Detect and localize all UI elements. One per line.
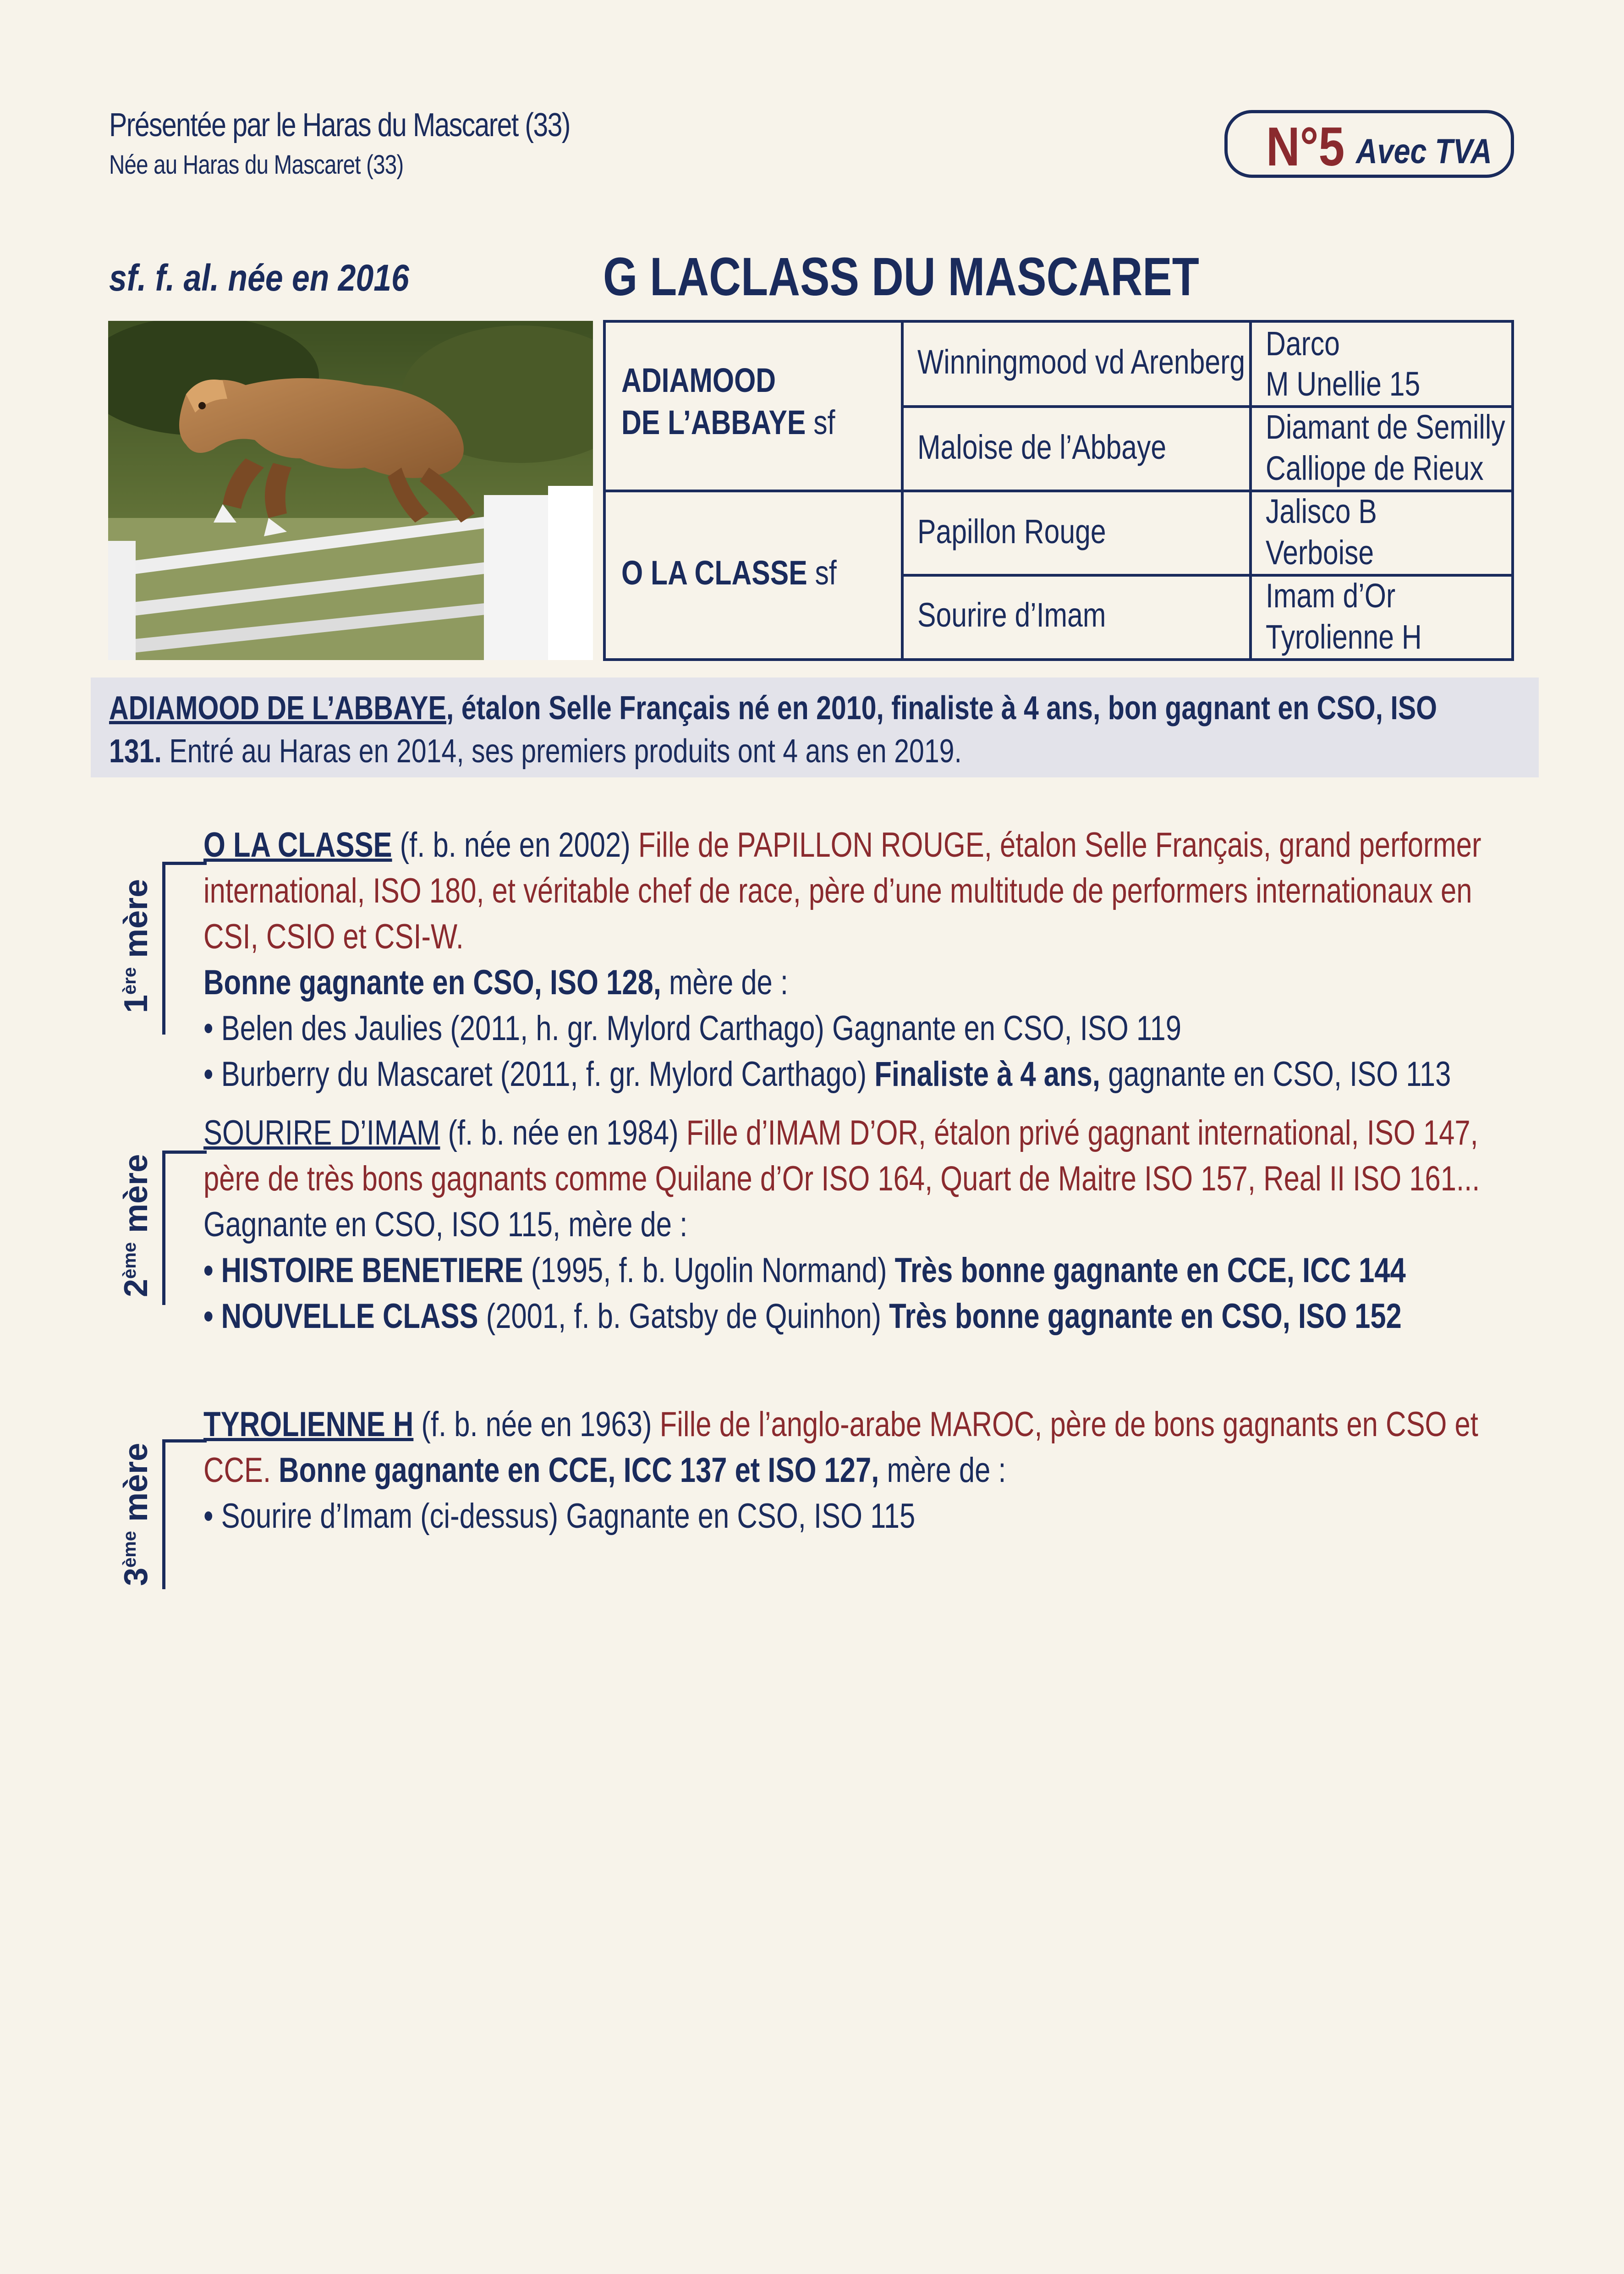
dam-label-3: 3ème mère [118,1443,154,1586]
lot-badge [1224,110,1514,178]
sd-dam: Calliope de Rieux [1266,449,1484,487]
stallion-name: ADIAMOOD DE L’ABBAYE [109,690,446,727]
produce-item: • Belen des Jaulies (2011, h. gr. Mylord Carthago) Gagnante en CSO, ISO 119 [203,1009,1182,1048]
produce-item: • Sourire d’Imam (ci-dessus) Gagnante en CSO, ISO 115 [203,1497,916,1536]
dam-section-1: O LA CLASSE (f. b. née en 2002) Fille de PAPILLON ROUGE, étalon Selle Français, grand performer international, ISO 180, et véritable chef de race, père d’une multitude de performers internationaux en CSI, CSIO et CSI-W. Bonne gagnante en CSO, ISO 128, mère de : • Belen des Jaulies (2011, h. gr. Mylord Carthago) Gagnante en CSO, ISO 119 • Burberry du Mascaret (2011, f. gr. Mylord Carthago) Finaliste à 4 ans, gagnante en CSO, ISO 113 [203,822,1525,1097]
dam-3-name: TYROLIENNE H [203,1405,414,1444]
dam-section-2: SOURIRE D’IMAM (f. b. née en 1984) Fille d’IMAM D’OR, étalon privé gagnant international, ISO 147, père de très bons gagnants comme Quilane d’Or ISO 164, Quart de Maitre ISO 157, Real II ISO 161... Gagnante en CSO, ISO 115, mère de : • HISTOIRE BENETIERE (1995, f. b. Ugolin Normand) Très bonne gagnante en CCE, ICC 144 • NOUVELLE CLASS (2001, f. b. Gatsby de Quinhon) Très bonne gagnante en CSO, ISO 152 [203,1110,1525,1339]
horse-description: sf. f. al. née en 2016 [109,257,409,299]
sire-dam: Maloise de l’Abbaye [917,428,1167,466]
dam-section-3: TYROLIENNE H (f. b. née en 1963) Fille de l’anglo-arabe MAROC, père de bons gagnants en CSO et CCE. Bonne gagnante en CCE, ICC 137 et ISO 127, mère de : • Sourire d’Imam (ci-dessus) Gagnante en CSO, ISO 115 [203,1402,1525,1539]
birthplace-line: Née au Haras du Mascaret (33) [109,150,404,180]
stallion-highlights: , étalon Selle Français né en 2010, finaliste à 4 ans, bon gagnant en CSO, ISO 131. [109,690,1437,770]
ss-dam: M Unellie 15 [1266,365,1421,403]
dd-sire: Imam d’Or [1266,577,1396,615]
sd-sire: Diamant de Semilly [1266,408,1505,446]
produce-item: • Burberry du Mascaret (2011, f. gr. Mylord Carthago) Finaliste à 4 ans, gagnante en CSO, ISO 113 [203,1055,1451,1094]
horse-jumping-photo [108,321,593,660]
dam-dam: Sourire d’Imam [917,596,1106,634]
dam-2-sire-info: Fille d’IMAM D’OR, étalon privé gagnant international, ISO 147, père de très bons gagnants comme Quilane d’Or ISO 164, Quart de Maitre ISO 157, Real II ISO 161... [203,1113,1480,1198]
dam-label-2: 2ème mère [118,1154,154,1297]
dam-label-1: 1ère mère [118,879,154,1013]
ds-sire: Jalisco B [1266,492,1377,530]
dam-1-name: O LA CLASSE [203,826,392,864]
vat-label: Avec TVA [1356,132,1492,171]
stallion-detail: Entré au Haras en 2014, ses premiers produits ont 4 ans en 2019. [161,733,962,770]
sire-sire: Winningmood vd Arenberg [917,343,1245,381]
horse-name: G LACLASS DU MASCARET [603,247,1199,307]
ss-sire: Darco [1266,325,1340,363]
lot-number: N°5 [1266,116,1345,177]
produce-item: • NOUVELLE CLASS (2001, f. b. Gatsby de Quinhon) Très bonne gagnante en CSO, ISO 152 [203,1297,1402,1336]
dam-1-sire-info: Fille de PAPILLON ROUGE, étalon Selle Français, grand performer international, ISO 180, et véritable chef de race, père d’une multitude de performers internationaux en CSI, CSIO et CSI-W. [203,826,1481,956]
stallion-note [91,677,1539,777]
presenter-line: Présentée par le Haras du Mascaret (33) [109,107,570,143]
ds-dam: Verboise [1266,534,1374,572]
dam-3-sire-info: Fille de l’anglo-arabe MAROC, père de bons gagnants en CSO et CCE. [203,1405,1478,1490]
dam-sire: Papillon Rouge [917,512,1106,551]
dam-name: O LA CLASSE sf [621,554,837,592]
pedigree-table [603,320,1514,661]
dam-2-name: SOURIRE D’IMAM [203,1113,440,1152]
produce-item: • HISTOIRE BENETIERE (1995, f. b. Ugolin Normand) Très bonne gagnante en CCE, ICC 144 [203,1251,1406,1290]
dd-dam: Tyrolienne H [1266,618,1422,656]
sire-name: ADIAMOOD DE L’ABBAYE sf [621,361,835,441]
